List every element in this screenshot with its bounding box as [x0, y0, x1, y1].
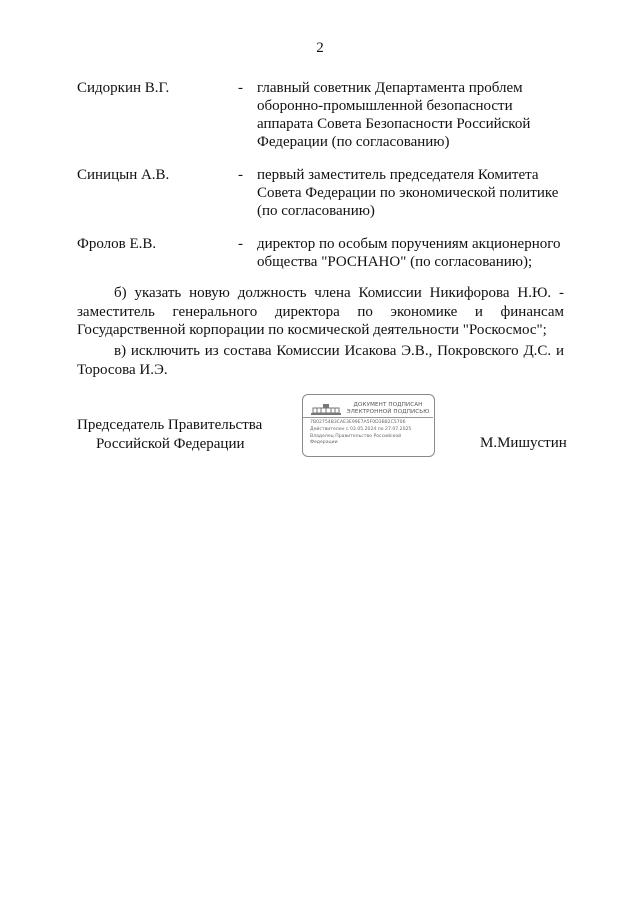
stamp-header: [345, 402, 431, 416]
page-number: 2: [316, 40, 324, 56]
member-description-line: директор по особым поручениям акционерного: [257, 236, 561, 252]
member-description: [257, 166, 567, 220]
signatory-title-line: Председатель Правительства: [77, 417, 263, 433]
member-description-line: Совета Федерации по экономической политике: [257, 185, 559, 201]
paragraph-v: [77, 342, 564, 379]
paragraph-b: [77, 284, 564, 340]
member-description-line: первый заместитель председателя Комитета: [257, 167, 539, 183]
member-description-line: аппарата Совета Безопасности Российской: [257, 116, 531, 132]
member-description-line: Федерации (по согласованию): [257, 134, 450, 150]
stamp-header-line: ЭЛЕКТРОННОЙ ПОДПИСЬЮ: [346, 409, 430, 415]
stamp-owner-line: Владелец Правительство Российской: [310, 434, 402, 439]
government-building-icon: [311, 404, 341, 415]
member-name: Синицын А.В.: [77, 167, 170, 183]
member-dash: -: [238, 236, 243, 252]
signatory-title-line: Российской Федерации: [96, 436, 245, 452]
stamp-validity: Действителен с 03.05.2024 по 27.07.2025: [310, 427, 412, 432]
stamp-header-line: ДОКУМЕНТ ПОДПИСАН: [353, 402, 423, 408]
signatory-title: [77, 416, 262, 454]
stamp-certificate: 7B02754B3CAE3E99E7A5F0D3B82C5706: [310, 420, 406, 425]
member-description: [257, 79, 567, 151]
stamp-owner-line: Федерации: [310, 440, 338, 445]
paragraph-b-text: б) указать новую должность члена Комиссии Никифорова Н.Ю. - заместитель генерального директора по экономике и финансам Государственной корпорации по космической деятельности "Роскосмос";: [77, 285, 564, 338]
member-name: Фролов Е.В.: [77, 236, 157, 252]
member-description-line: общества "РОСНАНО" (по согласованию);: [257, 254, 533, 270]
member-description-line: (по согласованию): [257, 203, 375, 219]
member-name: Сидоркин В.Г.: [77, 80, 170, 96]
signatory-name: М.Мишустин: [480, 435, 567, 451]
member-description-line: главный советник Департамента проблем: [257, 80, 523, 96]
stamp-divider: [303, 417, 433, 418]
member-dash: -: [238, 167, 243, 183]
member-description-line: оборонно-промышленной безопасности: [257, 98, 513, 114]
member-dash: -: [238, 80, 243, 96]
member-description: [257, 235, 567, 271]
paragraph-v-text: в) исключить из состава Комиссии Исакова Э.В., Покровского Д.С. и Торосова И.Э.: [77, 343, 564, 378]
electronic-signature-stamp: [302, 394, 435, 457]
